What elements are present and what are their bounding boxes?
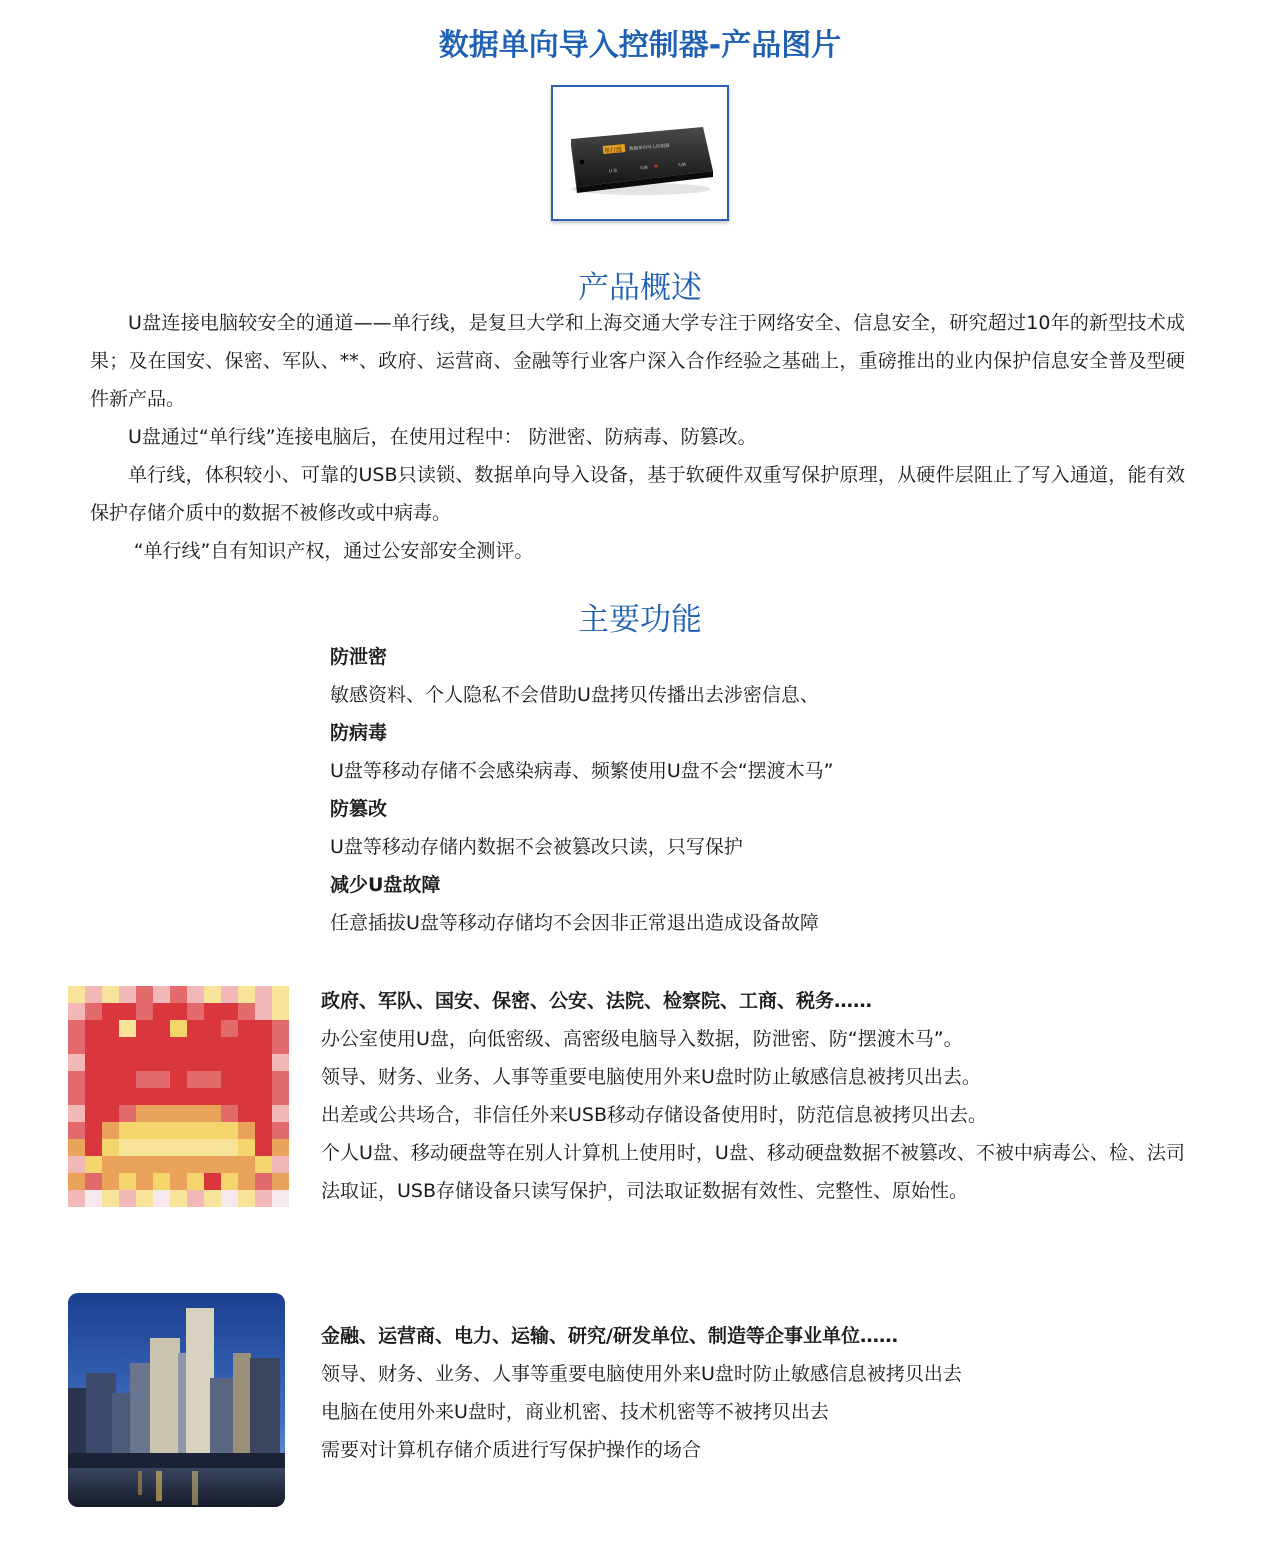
emblem-mosaic-cell	[204, 986, 221, 1003]
emblem-mosaic-cell	[272, 1173, 289, 1190]
emblem-mosaic-cell	[102, 1139, 119, 1156]
feature-heading: 减少U盘故障	[330, 874, 441, 896]
emblem-mosaic-cell	[153, 986, 170, 1003]
feature-text: U盘等移动存储内数据不会被篡改只读，只写保护	[330, 836, 743, 858]
emblem-mosaic-cell	[119, 1020, 136, 1037]
emblem-mosaic-cell	[136, 1105, 153, 1122]
emblem-mosaic-cell	[272, 986, 289, 1003]
emblem-mosaic-cell	[187, 1071, 204, 1088]
application-heading: 金融、运营商、电力、运输、研究/研发单位、制造等企事业单位……	[321, 1325, 898, 1347]
emblem-mosaic-cell	[221, 1003, 238, 1020]
application-block-government	[321, 982, 1191, 1210]
emblem-mosaic-cell	[170, 1173, 187, 1190]
emblem-mosaic-cell	[272, 1122, 289, 1139]
emblem-mosaic-cell	[136, 1156, 153, 1173]
emblem-mosaic-cell	[238, 1156, 255, 1173]
emblem-mosaic-cell	[68, 1190, 85, 1207]
emblem-mosaic-cell	[136, 1054, 153, 1071]
emblem-mosaic-cell	[119, 1088, 136, 1105]
emblem-mosaic-cell	[68, 1105, 85, 1122]
emblem-mosaic-cell	[255, 1105, 272, 1122]
emblem-mosaic-cell	[170, 1054, 187, 1071]
emblem-mosaic-cell	[187, 1054, 204, 1071]
device-mid-label: 电脑	[639, 164, 649, 171]
emblem-mosaic-cell	[102, 1190, 119, 1207]
emblem-mosaic-cell	[119, 1037, 136, 1054]
emblem-mosaic-cell	[153, 1173, 170, 1190]
emblem-mosaic-cell	[85, 1054, 102, 1071]
emblem-mosaic-cell	[68, 986, 85, 1003]
emblem-mosaic-cell	[170, 1122, 187, 1139]
emblem-mosaic-cell	[102, 1122, 119, 1139]
emblem-mosaic-cell	[119, 1173, 136, 1190]
feature-heading: 防篡改	[330, 798, 388, 820]
emblem-mosaic-cell	[153, 1054, 170, 1071]
emblem-mosaic-cell	[170, 1020, 187, 1037]
emblem-mosaic-cell	[221, 1037, 238, 1054]
emblem-mosaic-cell	[272, 1071, 289, 1088]
emblem-mosaic-cell	[204, 1173, 221, 1190]
government-emblem-image	[68, 986, 289, 1207]
emblem-mosaic-cell	[153, 1139, 170, 1156]
emblem-mosaic-cell	[102, 986, 119, 1003]
application-line: 出差或公共场合，非信任外来USB移动存储设备使用时，防范信息被拷贝出去。	[321, 1104, 988, 1126]
emblem-mosaic-cell	[204, 1088, 221, 1105]
emblem-mosaic-cell	[255, 1122, 272, 1139]
emblem-mosaic-cell	[136, 1020, 153, 1037]
emblem-mosaic-cell	[68, 1156, 85, 1173]
product-image-frame	[551, 85, 729, 221]
emblem-mosaic-cell	[255, 1003, 272, 1020]
emblem-mosaic-cell	[119, 986, 136, 1003]
emblem-mosaic-cell	[272, 1105, 289, 1122]
emblem-mosaic-cell	[187, 1105, 204, 1122]
emblem-mosaic-cell	[136, 1190, 153, 1207]
emblem-mosaic-cell	[255, 1156, 272, 1173]
emblem-mosaic-cell	[238, 986, 255, 1003]
feature-heading: 防泄密	[330, 646, 388, 668]
emblem-mosaic-cell	[255, 1088, 272, 1105]
emblem-mosaic-cell	[170, 1071, 187, 1088]
emblem-mosaic-cell	[68, 1071, 85, 1088]
emblem-mosaic-cell	[272, 1037, 289, 1054]
emblem-mosaic-cell	[238, 1071, 255, 1088]
emblem-mosaic-cell	[255, 986, 272, 1003]
emblem-mosaic-cell	[68, 1003, 85, 1020]
emblem-mosaic-cell	[102, 1173, 119, 1190]
emblem-mosaic-cell	[255, 1071, 272, 1088]
emblem-mosaic-cell	[187, 986, 204, 1003]
emblem-mosaic-cell	[85, 1139, 102, 1156]
device-right-label: 电脑	[677, 161, 687, 168]
emblem-mosaic-cell	[221, 1122, 238, 1139]
city-skyline-image	[68, 1293, 285, 1507]
emblem-mosaic-cell	[170, 1003, 187, 1020]
emblem-mosaic-cell	[238, 1003, 255, 1020]
overview-paragraph-1: U盘连接电脑较安全的通道——单行线，是复旦大学和上海交通大学专注于网络安全、信息安全，研究超过10年的新型技术成果；及在国安、保密、军队、**、政府、运营商、金融等行业客户深入合作经验之基础上，重磅推出的业内保护信息安全普及型硬件新产品。	[90, 312, 1185, 410]
emblem-mosaic-cell	[136, 1071, 153, 1088]
emblem-mosaic-cell	[221, 1105, 238, 1122]
overview-paragraph-3: 单行线，体积较小、可靠的USB只读锁、数据单向导入设备，基于软硬件双重写保护原理，从硬件层阻止了写入通道，能有效保护存储介质中的数据不被修改或中病毒。	[90, 464, 1185, 524]
emblem-mosaic-cell	[221, 1071, 238, 1088]
emblem-mosaic-cell	[85, 1190, 102, 1207]
emblem-mosaic-cell	[102, 1088, 119, 1105]
emblem-mosaic-cell	[238, 1088, 255, 1105]
emblem-mosaic-cell	[119, 1054, 136, 1071]
emblem-mosaic-cell	[85, 1156, 102, 1173]
emblem-mosaic-cell	[119, 1122, 136, 1139]
feature-heading: 防病毒	[330, 722, 388, 744]
emblem-mosaic-cell	[119, 1071, 136, 1088]
emblem-mosaic-cell	[170, 1156, 187, 1173]
emblem-mosaic-cell	[68, 1054, 85, 1071]
emblem-mosaic-cell	[119, 1139, 136, 1156]
emblem-mosaic-cell	[136, 1003, 153, 1020]
emblem-mosaic-cell	[187, 1020, 204, 1037]
emblem-mosaic-cell	[68, 1139, 85, 1156]
emblem-mosaic-cell	[85, 1122, 102, 1139]
emblem-mosaic-cell	[153, 1037, 170, 1054]
emblem-mosaic-cell	[153, 1190, 170, 1207]
overview-section	[90, 304, 1185, 570]
application-line: 个人U盘、移动硬盘等在别人计算机上使用时，U盘、移动硬盘数据不被篡改、不被中病毒公、检、法司法取证，USB存储设备只读写保护，司法取证数据有效性、完整性、原始性。	[321, 1142, 1185, 1202]
emblem-mosaic-cell	[136, 1173, 153, 1190]
emblem-mosaic-cell	[272, 1156, 289, 1173]
emblem-mosaic-cell	[255, 1020, 272, 1037]
emblem-mosaic-cell	[68, 1020, 85, 1037]
emblem-mosaic-cell	[272, 1020, 289, 1037]
emblem-mosaic-cell	[136, 1037, 153, 1054]
emblem-mosaic-cell	[153, 1071, 170, 1088]
emblem-mosaic-cell	[187, 1088, 204, 1105]
feature-text: 敏感资料、个人隐私不会借助U盘拷贝传播出去涉密信息、	[330, 684, 819, 706]
emblem-mosaic-cell	[170, 1139, 187, 1156]
emblem-mosaic-cell	[238, 1190, 255, 1207]
emblem-mosaic-cell	[204, 1037, 221, 1054]
emblem-mosaic-cell	[102, 1156, 119, 1173]
emblem-mosaic-cell	[238, 1173, 255, 1190]
emblem-mosaic-cell	[68, 1037, 85, 1054]
emblem-mosaic-cell	[153, 1088, 170, 1105]
overview-paragraph-4: “单行线”自有知识产权，通过公安部安全测评。	[133, 540, 534, 562]
feature-text: 任意插拔U盘等移动存储均不会因非正常退出造成设备故障	[330, 912, 819, 934]
device-label: 数据单向导入控制器	[628, 143, 670, 153]
emblem-mosaic-cell	[272, 1190, 289, 1207]
application-line: 需要对计算机存储介质进行写保护操作的场合	[321, 1439, 702, 1461]
emblem-mosaic-cell	[170, 986, 187, 1003]
emblem-mosaic-cell	[204, 1105, 221, 1122]
application-block-enterprise	[321, 1317, 1191, 1469]
emblem-mosaic-cell	[85, 1173, 102, 1190]
emblem-mosaic-cell	[221, 1054, 238, 1071]
emblem-mosaic-cell	[272, 1139, 289, 1156]
emblem-mosaic-cell	[68, 1122, 85, 1139]
emblem-mosaic-cell	[204, 1122, 221, 1139]
emblem-mosaic-cell	[272, 1003, 289, 1020]
emblem-mosaic-cell	[221, 1173, 238, 1190]
emblem-mosaic-cell	[102, 1020, 119, 1037]
emblem-mosaic-cell	[238, 1122, 255, 1139]
emblem-mosaic-cell	[221, 1088, 238, 1105]
page-title: 数据单向导入控制器-产品图片	[438, 28, 842, 63]
emblem-mosaic-cell	[119, 1190, 136, 1207]
emblem-mosaic-cell	[221, 986, 238, 1003]
feature-text: U盘等移动存储不会感染病毒、频繁使用U盘不会“摆渡木马”	[330, 760, 834, 782]
emblem-mosaic-cell	[255, 1173, 272, 1190]
features-title: 主要功能	[578, 602, 702, 638]
emblem-mosaic-cell	[187, 1139, 204, 1156]
emblem-mosaic-cell	[153, 1156, 170, 1173]
application-line: 领导、财务、业务、人事等重要电脑使用外来U盘时防止敏感信息被拷贝出去。	[321, 1066, 981, 1088]
emblem-mosaic-cell	[153, 1020, 170, 1037]
emblem-mosaic-cell	[170, 1037, 187, 1054]
emblem-mosaic-cell	[68, 1088, 85, 1105]
emblem-mosaic-cell	[136, 1139, 153, 1156]
emblem-mosaic-cell	[272, 1054, 289, 1071]
emblem-mosaic-cell	[85, 986, 102, 1003]
emblem-mosaic-cell	[119, 1003, 136, 1020]
emblem-mosaic-cell	[102, 1071, 119, 1088]
emblem-mosaic-cell	[204, 1139, 221, 1156]
emblem-mosaic-cell	[221, 1020, 238, 1037]
emblem-mosaic-cell	[153, 1105, 170, 1122]
emblem-mosaic-cell	[102, 1003, 119, 1020]
emblem-mosaic-cell	[102, 1105, 119, 1122]
application-line: 电脑在使用外来U盘时，商业机密、技术机密等不被拷贝出去	[321, 1401, 829, 1423]
emblem-mosaic-cell	[85, 1037, 102, 1054]
emblem-mosaic-cell	[187, 1156, 204, 1173]
emblem-mosaic-cell	[187, 1003, 204, 1020]
emblem-mosaic-cell	[238, 1037, 255, 1054]
emblem-mosaic-cell	[187, 1122, 204, 1139]
emblem-mosaic-cell	[187, 1037, 204, 1054]
emblem-mosaic-cell	[170, 1105, 187, 1122]
application-line: 办公室使用U盘，向低密级、高密级电脑导入数据，防泄密、防“摆渡木马”。	[321, 1028, 963, 1050]
emblem-mosaic-cell	[255, 1054, 272, 1071]
emblem-mosaic-cell	[255, 1037, 272, 1054]
emblem-mosaic-cell	[170, 1190, 187, 1207]
emblem-mosaic-cell	[102, 1054, 119, 1071]
emblem-mosaic-cell	[221, 1156, 238, 1173]
emblem-mosaic-cell	[85, 1071, 102, 1088]
overview-paragraph-2: U盘通过“单行线”连接电脑后，在使用过程中： 防泄密、防病毒、防篡改。	[128, 426, 757, 448]
emblem-mosaic-cell	[119, 1156, 136, 1173]
emblem-mosaic-cell	[204, 1071, 221, 1088]
emblem-mosaic-cell	[153, 1003, 170, 1020]
emblem-mosaic-cell	[204, 1156, 221, 1173]
emblem-mosaic-cell	[204, 1054, 221, 1071]
device-logo-text: 单行线	[603, 146, 623, 155]
emblem-mosaic-cell	[221, 1190, 238, 1207]
application-line: 领导、财务、业务、人事等重要电脑使用外来U盘时防止敏感信息被拷贝出去	[321, 1363, 962, 1385]
emblem-mosaic-cell	[119, 1105, 136, 1122]
emblem-mosaic-cell	[85, 1105, 102, 1122]
emblem-mosaic-cell	[255, 1139, 272, 1156]
emblem-mosaic-cell	[170, 1088, 187, 1105]
emblem-mosaic-cell	[102, 1037, 119, 1054]
emblem-mosaic-cell	[68, 1173, 85, 1190]
emblem-mosaic-cell	[136, 1088, 153, 1105]
emblem-mosaic-cell	[85, 1020, 102, 1037]
emblem-mosaic-cell	[272, 1088, 289, 1105]
emblem-mosaic-cell	[136, 986, 153, 1003]
emblem-mosaic-cell	[204, 1190, 221, 1207]
application-heading: 政府、军队、国安、保密、公安、法院、检察院、工商、税务……	[321, 990, 873, 1012]
features-list	[330, 638, 1130, 942]
emblem-mosaic-cell	[221, 1139, 238, 1156]
emblem-mosaic-cell	[85, 1088, 102, 1105]
emblem-mosaic-cell	[136, 1122, 153, 1139]
emblem-mosaic-cell	[238, 1054, 255, 1071]
emblem-mosaic-cell	[204, 1020, 221, 1037]
emblem-mosaic-cell	[204, 1003, 221, 1020]
emblem-mosaic-cell	[85, 1003, 102, 1020]
emblem-mosaic-cell	[255, 1190, 272, 1207]
emblem-mosaic-cell	[238, 1139, 255, 1156]
emblem-mosaic-cell	[238, 1105, 255, 1122]
usb-device-image	[553, 87, 727, 219]
emblem-mosaic-cell	[238, 1020, 255, 1037]
emblem-mosaic-cell	[187, 1190, 204, 1207]
device-left-label: U 盘	[608, 167, 618, 174]
emblem-mosaic-cell	[153, 1122, 170, 1139]
overview-title: 产品概述	[578, 270, 702, 306]
emblem-mosaic-cell	[187, 1173, 204, 1190]
